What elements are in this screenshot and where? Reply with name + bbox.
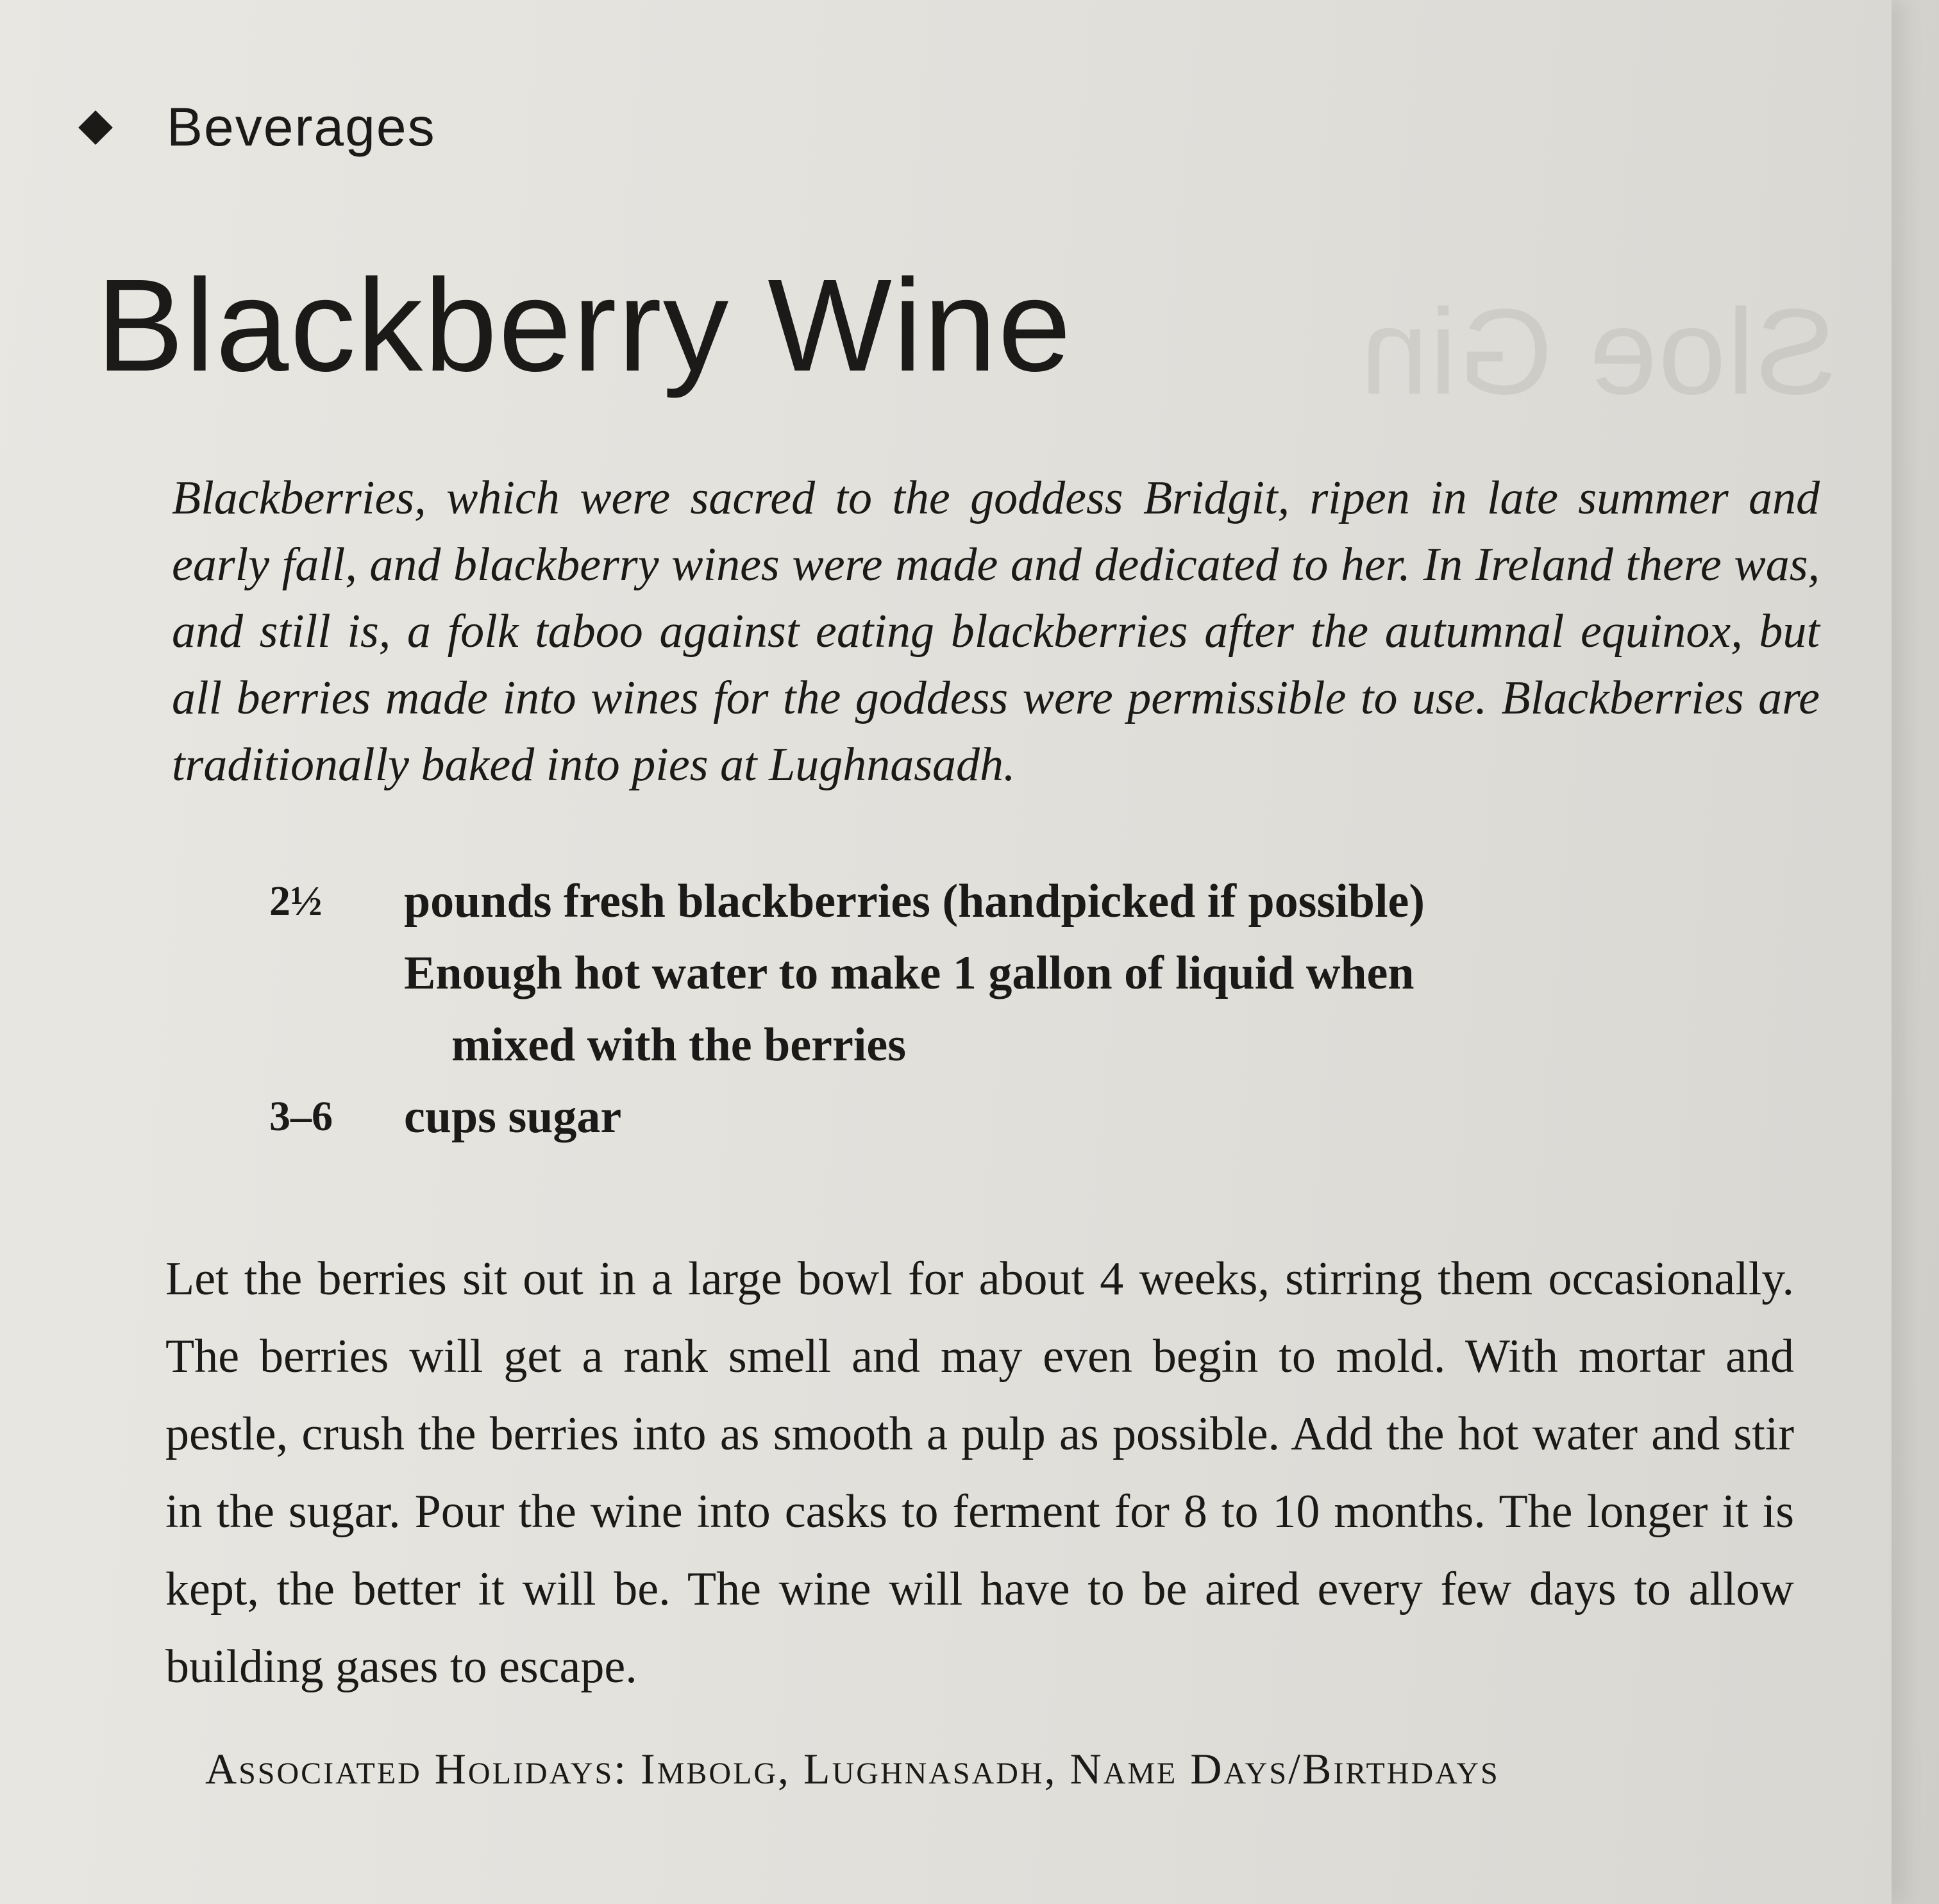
- ingredient-quantity: 2½: [269, 878, 323, 924]
- associated-holidays: Associated Holidays: Imbolg, Lughnasadh, Name Days/Birthdays: [205, 1744, 1500, 1793]
- section-label: Beverages: [167, 97, 436, 157]
- ingredient-item: [269, 1081, 1680, 1153]
- diamond-bullet-icon: [78, 110, 113, 145]
- ingredient-text-block: [404, 937, 1622, 1081]
- recipe-intro: Blackberries, which were sacred to the goddess Bridgit, ripen in late summer and early fall, and blackberry wines were made and dedicated to her. In Ireland there was, and still is, a folk taboo against eating blackberries after the autumnal equinox, but all berries made into wines for the goddess were permissible to use. Blackberries are traditionally baked into pies at Lughnasadh.: [172, 472, 1820, 791]
- recipe-title: Blackberry Wine: [96, 252, 1073, 399]
- section-header: [83, 96, 436, 158]
- ingredient-text: Enough hot water to make 1 gallon of liquid when: [404, 947, 1414, 999]
- show-through-title: Sloe Gin: [1359, 284, 1837, 420]
- ingredient-item: [269, 937, 1680, 1081]
- ingredient-quantity: 3–6: [269, 1093, 333, 1140]
- recipe-directions: Let the berries sit out in a large bowl for about 4 weeks, stirring them occasionally. The berries will get a rank smell and may even begin to mold. With mortar and pestle, crush the berries into as smooth a pulp as possible. Add the hot water and stir in the sugar. Pour the wine into casks to ferment for 8 to 10 months. The longer it is kept, the better it will be. The wine will have to be aired every few days to allow building gases to escape.: [165, 1253, 1794, 1693]
- ingredient-text: cups sugar: [404, 1090, 622, 1143]
- ingredient-text-continuation: mixed with the berries: [451, 1019, 907, 1071]
- ingredient-quantity: [269, 937, 404, 1081]
- ingredient-list: [269, 865, 1680, 1153]
- ingredient-text: pounds fresh blackberries (handpicked if possible): [404, 875, 1425, 928]
- ingredient-item: [269, 865, 1680, 937]
